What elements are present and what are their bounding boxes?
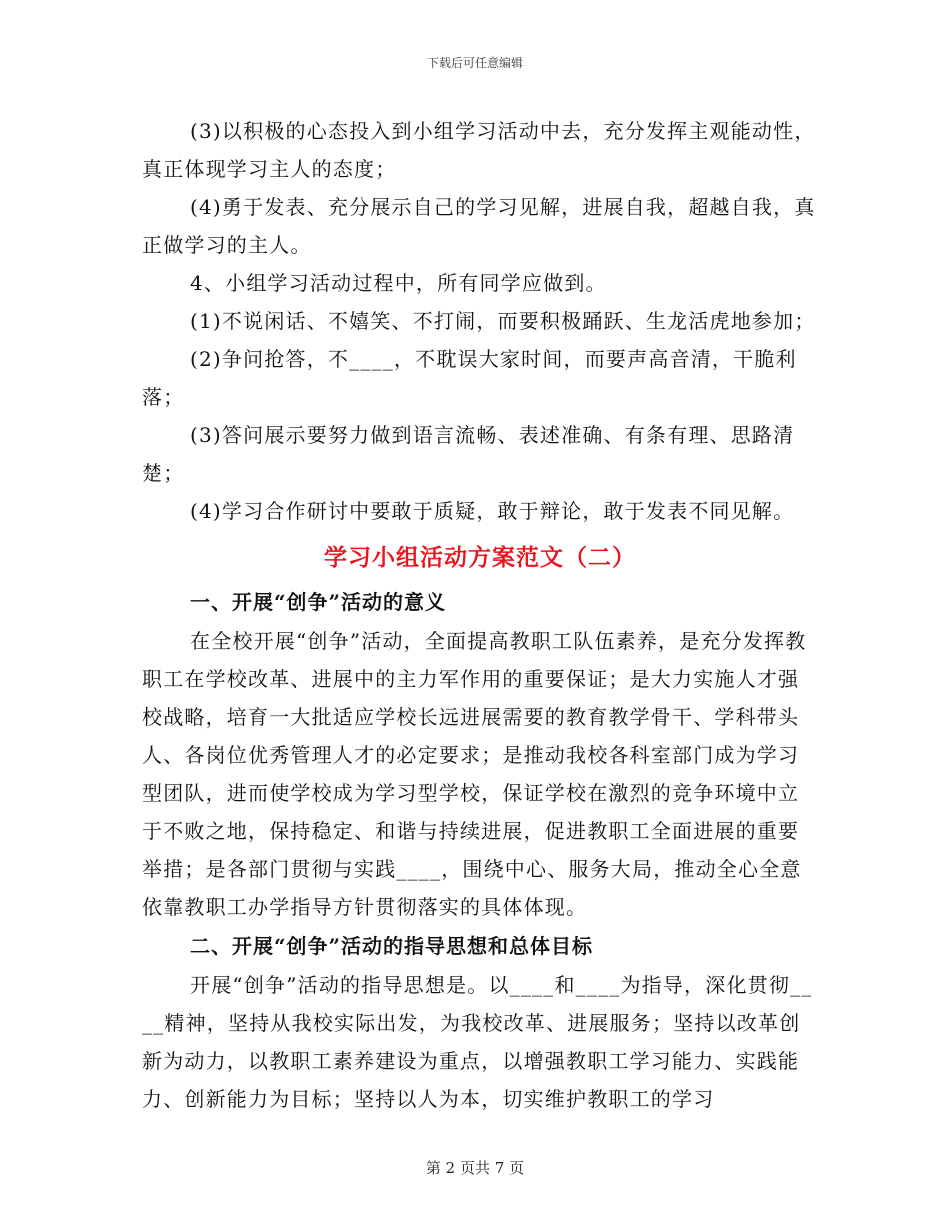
page-header: 下载后可任意编辑 — [426, 56, 523, 70]
body-paragraph-1: 在全校开展“创争”活动，全面提高教职工队伍素养，是充分发挥教职工在学校改革、进展中的主力军作用的重要保证；是大力实施人才强校战略，培育一大批适应学校长远进展需要的教育教学骨干、学科带头人、各岗位优秀管理人才的必定要求；是推动我校各科室部门成为学习型团队，进而使学校成为学习型学校，保证学校在激烈的竞争环境中立于不败之地，保持稳定、和谐与持续进展，促进教职工全面进展的重要举措；是各部门贯彻与实践____，围绕中心、服务大局，推动全心全意依靠教职工办学指导方针贯彻落实的具体体现。 — [142, 629, 807, 919]
list-item: (1)不说闲话、不嬉笑、不打闹，而要积极踊跃、生龙活虎地参加； — [190, 309, 816, 333]
section-heading-2: 二、开展“创争”活动的指导思想和总体目标 — [190, 934, 594, 958]
list-item: 4、小组学习活动过程中，所有同学应做到。 — [190, 271, 607, 295]
list-item: (2)争问抢答，不____，不耽误大家时间，而要声高音清，干脆利落； — [142, 347, 797, 409]
list-item: (4)勇于发表、充分展示自己的学习见解，进展自我，超越自我，真正做学习的主人。 — [142, 195, 816, 257]
list-item: (3)以积极的心态投入到小组学习活动中去，充分发挥主观能动性，真正体现学习主人的态度； — [142, 119, 816, 181]
section-title: 学习小组活动方案范文（二） — [324, 544, 636, 571]
body-paragraph-2: 开展“创争”活动的指导思想是。以____和____为指导，深化贯彻____精神，坚持从我校实际出发，为我校改革、进展服务；坚持以改革创新为动力，以教职工素养建设为重点，以增强教职工学习能力、实践能力、创新能力为目标；坚持以人为本，切实维护教职工的学习 — [142, 973, 813, 1111]
document-body — [142, 112, 818, 1118]
list-item: (3)答问展示要努力做到语言流畅、表述准确、有条有理、思路清楚； — [142, 423, 795, 485]
page-footer: 第 2 页共 7 页 — [425, 1159, 525, 1177]
list-item: (4)学习合作研讨中要敢于质疑，敢于辩论，敢于发表不同见解。 — [190, 499, 795, 523]
section-heading-1: 一、开展“创争”活动的意义 — [190, 590, 447, 614]
